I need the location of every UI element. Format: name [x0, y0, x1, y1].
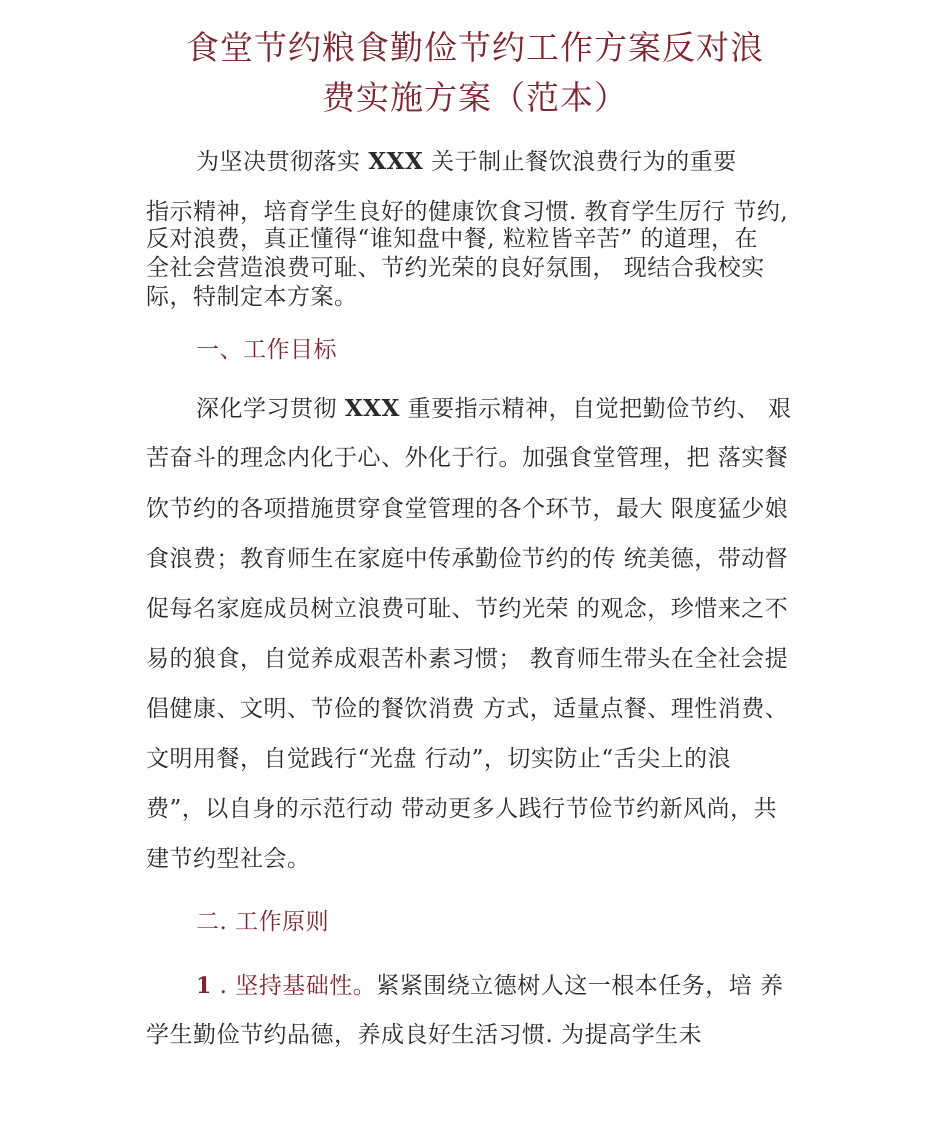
goals-line-3: 饮节约的各项措施贯穿食堂管理的各个环节，最大 限度猛少娘 — [146, 496, 789, 522]
section-heading-goals: 一、工作目标 — [196, 337, 337, 363]
goals-line-1 — [196, 390, 876, 423]
goals-text: 深化学习贯彻 — [196, 396, 345, 422]
placeholder-name: XXX — [368, 148, 424, 175]
intro-line-3: 反对浪费，真正懂得“谁知盘中餐, 粒粒皆辛苦” 的道理，在 — [146, 226, 758, 252]
principle-text: 紧紧围绕立德树人这一根本任务，培 养 — [376, 973, 784, 999]
principle-1-line-1 — [196, 967, 876, 1000]
intro-line-5: 际，特制定本方案。 — [146, 284, 358, 310]
goals-line-5: 促每名家庭成员树立浪费可耻、节约光荣 的观念，珍惜来之不 — [146, 596, 789, 622]
intro-text: 为坚决贯彻落实 — [196, 149, 369, 175]
goals-line-4: 食浪费；教育师生在家庭中传承勤俭节约的传 统美德，带动督 — [146, 546, 789, 572]
intro-line-2: 指示精神，培育学生良好的健康饮食习惯. 教育学生厉行 节约, — [146, 199, 789, 225]
goals-line-9: 费”，以自身的示范行动 带动更多人践行节俭节约新风尚，共 — [146, 796, 778, 822]
goals-line-2: 苦奋斗的理念内化于心、外化于行。加强食堂管理，把 落实餐 — [146, 445, 789, 471]
intro-line-1 — [196, 143, 876, 176]
intro-line-4: 全社会营造浪费可耻、节约光荣的良好氛围， 现结合我校实 — [146, 255, 765, 281]
section-heading-principles: 二. 工作原则 — [196, 909, 330, 935]
principle-title: . 坚持基础性。 — [211, 973, 377, 999]
principle-number: 1 — [196, 973, 212, 999]
principle-1-line-2: 学生勤俭节约品德，养成良好生活习惯. 为提高学生未 — [146, 1022, 703, 1048]
document-title-line-1: 食堂节约粮食勤俭节约工作方案反对浪 — [186, 28, 764, 67]
goals-text: 重要指示精神，自觉把勤俭节约、 艰 — [399, 396, 792, 422]
placeholder-name: XXX — [344, 395, 400, 422]
goals-line-6: 易的狼食，自觉养成艰苦朴素习惯； 教育师生带头在全社会提 — [146, 646, 789, 672]
intro-text: 关于制止餐饮浪费行为的重要 — [423, 149, 737, 175]
goals-line-10: 建节约型社会。 — [146, 846, 311, 872]
goals-line-8: 文明用餐，自觉践行“光盘 行动”，切实防止“舌尖上的浪 — [146, 746, 732, 772]
goals-line-7: 倡健康、文明、节俭的餐饮消费 方式，适量点餐、理性消费、 — [146, 696, 789, 722]
document-title-line-2: 费实施方案（范本） — [322, 78, 628, 117]
